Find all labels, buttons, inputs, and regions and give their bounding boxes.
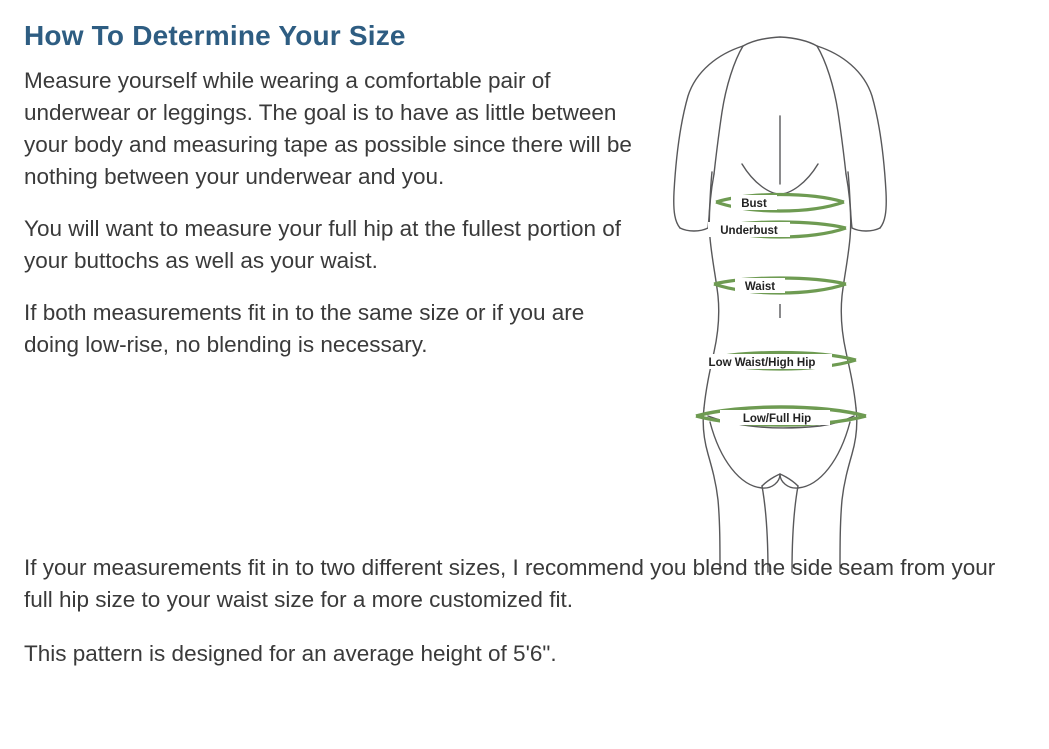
paragraph-no-blending: If both measurements fit in to the same size or if you are doing low-rise, no blending is necessary. xyxy=(24,299,585,357)
body-diagram-svg xyxy=(630,16,930,576)
paragraph-full-hip: You will want to measure your full hip at the fullest portion of your buttochs as well as your waist. xyxy=(24,215,621,273)
tape-label-waist: Waist xyxy=(744,281,776,293)
tape-bust xyxy=(716,195,844,212)
tape-label-underbust: Underbust xyxy=(720,225,778,237)
tape-label-low-full-hip: Low/Full Hip xyxy=(742,413,812,425)
body-measurement-diagram xyxy=(630,16,930,576)
tape-underbust xyxy=(708,222,846,237)
tape-label-low-waist-high-hip: Low Waist/High Hip xyxy=(708,357,816,369)
tape-low-waist-high-hip xyxy=(692,353,856,370)
paragraph-average-height: This pattern is designed for an average height of 5'6". xyxy=(24,640,557,666)
paragraph-measure-instructions: Measure yourself while wearing a comfortable pair of underwear or leggings. The goal is to have as little between your body and measuring tape as possible since there will be nothing between your underwear and you. xyxy=(24,68,632,189)
tape-low-full-hip xyxy=(696,407,866,425)
paragraph-blending-advice: If your measurements fit in to two different sizes, I recommend you blend the side seam from your full hip size to your waist size for a more customized fit. xyxy=(24,555,996,612)
tape-label-bust: Bust xyxy=(741,198,767,210)
closing-text-block xyxy=(24,552,1014,692)
tape-waist xyxy=(714,278,846,293)
page-title: How To Determine Your Size xyxy=(24,20,406,51)
intro-text-column xyxy=(24,65,634,361)
